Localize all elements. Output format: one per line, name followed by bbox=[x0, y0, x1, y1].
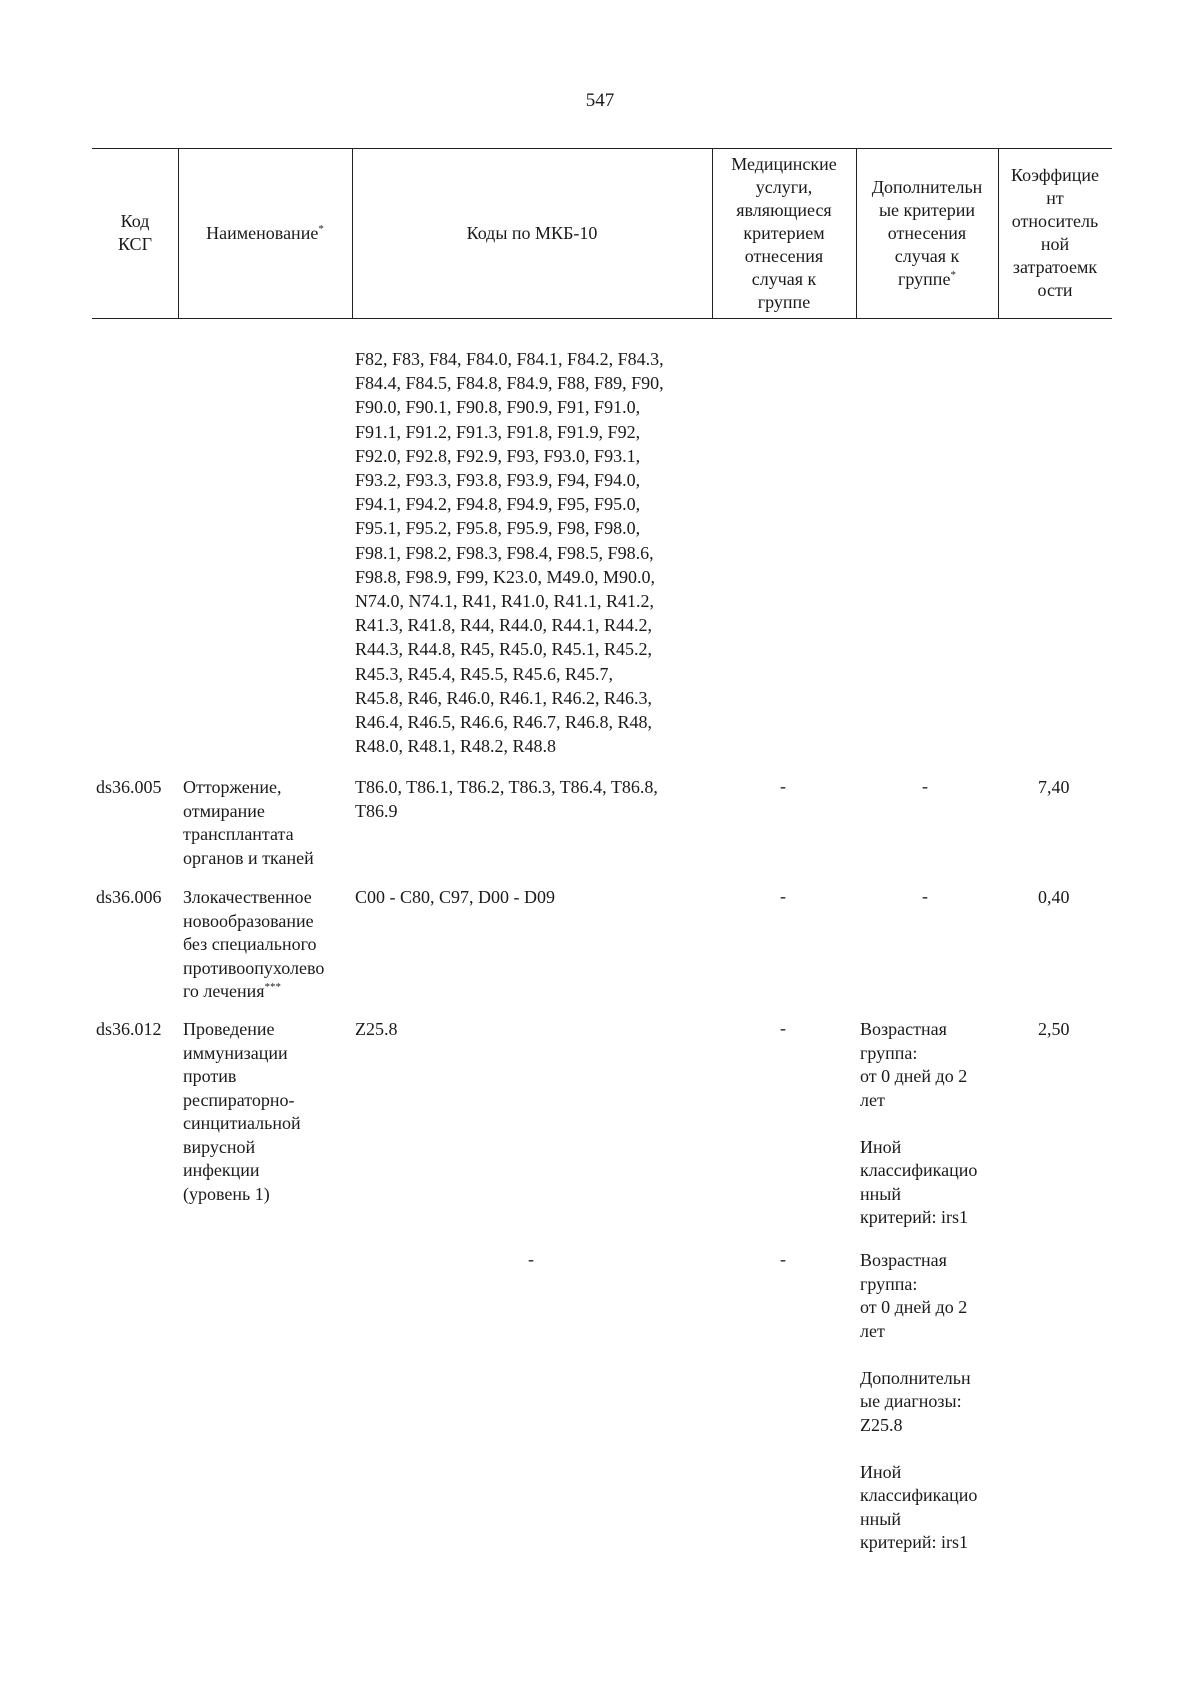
row-services: - bbox=[780, 886, 786, 906]
footnote-mark: * bbox=[950, 268, 956, 281]
header-line: критерием bbox=[743, 222, 825, 243]
header-line: затратоемк bbox=[1012, 257, 1098, 277]
header-line: случая к bbox=[751, 268, 817, 289]
row-name: Отторжение, отмирание трансплантата органов и тканей bbox=[183, 777, 314, 868]
row-code: ds36.005 bbox=[96, 777, 162, 797]
row-icd-codes: T86.0, T86.1, T86.2, T86.3, T86.4, T86.8, T86.9 bbox=[355, 777, 658, 821]
icd-code-line: F98.8, F98.9, F99, K23.0, M49.0, M90.0, bbox=[355, 566, 656, 587]
header-line: отнесения bbox=[744, 245, 824, 266]
row-icd-codes: C00 - C80, C97, D00 - D09 bbox=[355, 887, 556, 907]
header-line: являющиеся bbox=[736, 199, 832, 220]
icd-code-line: R41.3, R41.8, R44, R44.0, R44.1, R44.2, bbox=[355, 615, 653, 636]
icd-code-line: F98.1, F98.2, F98.3, F98.4, F98.5, F98.6, bbox=[355, 542, 654, 563]
icd-code-line: R45.3, R45.4, R45.5, R45.6, R45.7, bbox=[355, 663, 614, 684]
header-medical-services bbox=[712, 150, 856, 316]
row-icd-codes: - bbox=[528, 1249, 534, 1269]
header-line: ости bbox=[1037, 280, 1073, 300]
row-services: - bbox=[780, 776, 786, 796]
icd-code-line: R44.3, R44.8, R45, R45.0, R45.1, R45.2, bbox=[355, 639, 653, 660]
icd-code-line: F95.1, F95.2, F95.8, F95.9, F98, F98.0, bbox=[355, 518, 641, 539]
continuation-icd-code-list bbox=[355, 347, 664, 758]
header-line: случая к bbox=[894, 245, 960, 266]
table-top-rule bbox=[92, 148, 1112, 149]
header-additional-criteria bbox=[856, 150, 998, 316]
row-name: Проведение иммунизации против респираторно- синцитиальной вирусной инфекции (уровень 1) bbox=[183, 1019, 301, 1204]
icd-code-line: F93.2, F93.3, F93.8, F93.9, F94, F94.0, bbox=[355, 470, 641, 491]
row-services: - bbox=[780, 1249, 786, 1269]
icd-code-line: F94.1, F94.2, F94.8, F94.9, F95, F95.0, bbox=[355, 494, 641, 515]
header-code: Код КСГ bbox=[118, 211, 152, 254]
header-coefficient bbox=[998, 150, 1112, 316]
icd-code-line: F91.1, F91.2, F91.3, F91.8, F91.9, F92, bbox=[355, 421, 641, 442]
row-coefficient: 7,40 bbox=[1038, 777, 1070, 797]
header-line: Медицинские bbox=[731, 153, 837, 174]
header-line: ной bbox=[1040, 234, 1070, 254]
icd-code-line: F92.0, F92.8, F92.9, F93, F93.0, F93.1, bbox=[355, 445, 641, 466]
row-code: ds36.006 bbox=[96, 887, 162, 907]
icd-code-line: F82, F83, F84, F84.0, F84.1, F84.2, F84.3, bbox=[355, 349, 664, 369]
table-header-bottom-rule bbox=[92, 318, 1112, 319]
row-criteria: - bbox=[922, 886, 928, 906]
header-line: Дополнительн bbox=[871, 176, 983, 197]
header-line: относитель bbox=[1011, 211, 1099, 231]
icd-code-line: F84.4, F84.5, F84.8, F84.9, F88, F89, F90, bbox=[355, 373, 664, 394]
header-line: отнесения bbox=[887, 222, 967, 243]
icd-code-line: R46.4, R46.5, R46.6, R46.7, R46.8, R48, bbox=[355, 712, 653, 733]
row-name: Злокачественное новообразование без специального противоопухолево го лечения*** bbox=[183, 887, 325, 1001]
header-line: группе* bbox=[898, 268, 956, 289]
header-name: Наименование* bbox=[206, 222, 324, 243]
row-services: - bbox=[780, 1018, 786, 1038]
row-icd-codes: Z25.8 bbox=[355, 1019, 398, 1039]
row-coefficient: 2,50 bbox=[1038, 1019, 1070, 1039]
page-number: 547 bbox=[585, 90, 615, 111]
header-line: ые критерии bbox=[878, 199, 976, 220]
header-line: Коэффицие bbox=[1010, 165, 1100, 185]
icd-code-line: F90.0, F90.1, F90.8, F90.9, F91, F91.0, bbox=[355, 397, 641, 418]
row-criteria: Возрастная группа: от 0 дней до 2 лет Дополнительн ые диагнозы: Z25.8 Иной классификацио нный критерий: irs1 bbox=[860, 1250, 978, 1552]
icd-code-line: R45.8, R46, R46.0, R46.1, R46.2, R46.3, bbox=[355, 687, 653, 708]
header-icd-codes: Коды по МКБ-10 bbox=[466, 222, 598, 243]
header-line: группе bbox=[757, 291, 811, 312]
row-criteria: - bbox=[922, 776, 928, 796]
header-line: нт bbox=[1046, 188, 1064, 208]
row-code: ds36.012 bbox=[96, 1019, 162, 1039]
icd-code-line: N74.0, N74.1, R41, R41.0, R41.1, R41.2, bbox=[355, 591, 655, 612]
icd-code-line: R48.0, R48.1, R48.2, R48.8 bbox=[355, 736, 557, 757]
header-line: услуги, bbox=[755, 176, 813, 197]
row-coefficient: 0,40 bbox=[1038, 887, 1070, 907]
row-criteria: Возрастная группа: от 0 дней до 2 лет Иной классификацио нный критерий: irs1 bbox=[860, 1019, 978, 1227]
